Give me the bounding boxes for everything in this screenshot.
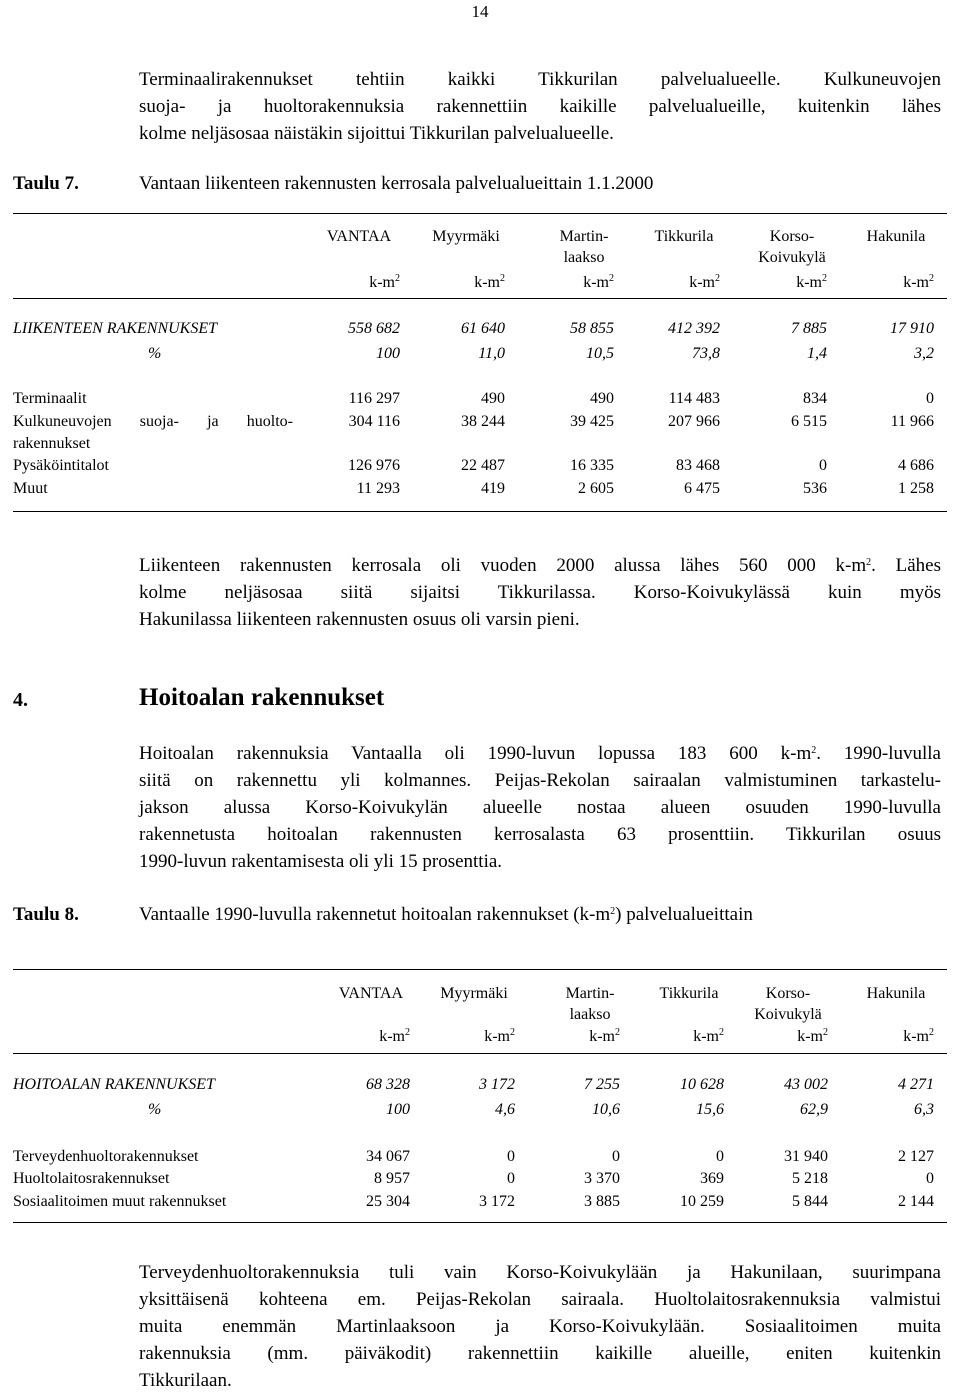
cell: 6 515: [791, 413, 827, 430]
table8-pct-label: %: [148, 1101, 162, 1118]
unit-label: $k-m^2$: [484, 1027, 515, 1045]
cell: 126 976: [348, 457, 400, 474]
col-header-martinlaakso: Martin- laakso: [565, 985, 615, 1023]
cell: 34 067: [366, 1148, 410, 1165]
paragraph-line: 1990-luvun rakentamisesta oli yli 15 prosenttia.: [139, 851, 503, 872]
cell: 834: [803, 390, 827, 407]
table8-pct-value: 6,3: [914, 1101, 934, 1118]
row-label-continued: rakennukset: [13, 435, 91, 452]
row-label: Huoltolaitosrakennukset: [13, 1170, 170, 1187]
unit-label: $k-m^2$: [796, 273, 827, 291]
table8-pct-value: 62,9: [800, 1101, 828, 1118]
table8-pct-value: 4,6: [495, 1101, 515, 1118]
paragraph-line: jakson alussa Korso-Koivukylän alueelle nostaa alueen osuuden 1990-luvulla: [139, 797, 941, 818]
table7-pct-value: 3,2: [914, 345, 934, 362]
cell: 31 940: [784, 1148, 828, 1165]
table7-total-label: LIIKENTEEN RAKENNUKSET: [13, 320, 218, 337]
cell: 207 966: [668, 413, 720, 430]
col-header-korso-koivukyla: Korso- Koivukylä: [758, 228, 826, 266]
unit-label: $k-m^2$: [903, 273, 934, 291]
cell: 2 144: [898, 1193, 934, 1210]
cell: 304 116: [348, 413, 400, 430]
cell: 0: [507, 1148, 515, 1165]
unit-label: $k-m^2$: [474, 273, 505, 291]
cell: 11 293: [356, 480, 400, 497]
table8-total-value: 3 172: [479, 1076, 515, 1093]
cell: 369: [700, 1170, 724, 1187]
row-label: Pysäköintitalot: [13, 457, 109, 474]
paragraph-line: muita enemmän Martinlaaksoon ja Korso-Koivukylään. Sosiaalitoimen muita: [139, 1316, 941, 1337]
table8-pct-value: 100: [386, 1101, 410, 1118]
table7-bottom-rule: [13, 511, 947, 512]
row-label: Kulkuneuvojen suoja- ja huolto-: [13, 413, 293, 430]
cell: 490: [590, 390, 614, 407]
paragraph-line: Liikenteen rakennusten kerrosala oli vuoden 2000 alussa lähes 560 000 $k-m^2$. Lähes: [139, 555, 941, 576]
paragraph-line: yksittäisenä kohteena em. Peijas-Rekolan sairaala. Huoltolaitosrakennuksia valmistui: [139, 1289, 941, 1310]
paragraph-line: Hoitoalan rakennuksia Vantaalla oli 1990-luvun lopussa 183 600 $k-m^2$. 1990-luvulla: [139, 743, 941, 764]
cell: 1 258: [898, 480, 934, 497]
table7-total-value: 17 910: [890, 320, 934, 337]
table8-total-value: 10 628: [680, 1076, 724, 1093]
cell: 4 686: [898, 457, 934, 474]
table7-label: Taulu 7.: [13, 173, 79, 194]
table8-total-value: 7 255: [584, 1076, 620, 1093]
unit-label: $k-m^2$: [693, 1027, 724, 1045]
col-header-korso-koivukyla: Korso- Koivukylä: [754, 985, 822, 1023]
table7-total-value: 7 885: [791, 320, 827, 337]
table7-pct-value: 11,0: [478, 345, 505, 362]
unit-label: $k-m^2$: [689, 273, 720, 291]
cell: 0: [926, 390, 934, 407]
unit-label: $k-m^2$: [903, 1027, 934, 1045]
table7-top-rule: [13, 213, 947, 214]
table7-pct-value: 10,5: [586, 345, 614, 362]
cell: 0: [926, 1170, 934, 1187]
traffic-summary-paragraph: [139, 552, 941, 633]
cell: 536: [803, 480, 827, 497]
row-label: Muut: [13, 480, 48, 497]
col-header-tikkurila: Tikkurila: [659, 985, 719, 1002]
cell: 83 468: [676, 457, 720, 474]
col-header-hakunila: Hakunila: [866, 985, 926, 1002]
table8-header-rule: [13, 1053, 947, 1054]
table7-total-value: 58 855: [570, 320, 614, 337]
row-label: Terveydenhuoltorakennukset: [13, 1148, 199, 1165]
paragraph-line: Terveydenhuoltorakennuksia tuli vain Korso-Koivukylään ja Hakunilaan, suurimpana: [139, 1262, 941, 1283]
table8-pct-value: 10,6: [592, 1101, 620, 1118]
section-title: Hoitoalan rakennukset: [139, 684, 385, 711]
cell: 0: [819, 457, 827, 474]
table7-pct-value: 73,8: [692, 345, 720, 362]
col-header-myyrmaki: Myyrmäki: [432, 228, 500, 245]
paragraph-line: kolme neljäsosaa siitä sijaitsi Tikkurilassa. Korso-Koivukylässä kuin myös: [139, 582, 941, 603]
cell: 0: [716, 1148, 724, 1165]
intro-line: kolme neljäsosaa näistäkin sijoittui Tikkurilan palvelualueelle.: [139, 123, 614, 144]
table8-total-value: 68 328: [366, 1076, 410, 1093]
cell: 5 218: [792, 1170, 828, 1187]
paragraph-line: rakennetusta hoitoalan rakennusten kerrosalasta 63 prosenttiin. Tikkurilan osuus: [139, 824, 941, 845]
unit-label: $k-m^2$: [583, 273, 614, 291]
table7-header-rule: [13, 298, 947, 299]
table8-label: Taulu 8.: [13, 904, 79, 925]
table8-total-value: 4 271: [898, 1076, 934, 1093]
table7-total-value: 412 392: [668, 320, 720, 337]
cell: 38 244: [461, 413, 505, 430]
unit-label: $k-m^2$: [369, 273, 400, 291]
cell: 6 475: [684, 480, 720, 497]
table7-total-value: 558 682: [348, 320, 400, 337]
col-header-myyrmaki: Myyrmäki: [440, 985, 508, 1002]
table8-title: Vantaalle 1990-luvulla rakennetut hoitoalan rakennukset $(k-m^2)$ palvelualueittain: [139, 904, 753, 925]
table8-total-value: 43 002: [784, 1076, 828, 1093]
unit-label: $k-m^2$: [589, 1027, 620, 1045]
cell: 3 370: [584, 1170, 620, 1187]
cell: 114 483: [668, 390, 720, 407]
cell: 39 425: [570, 413, 614, 430]
cell: 419: [481, 480, 505, 497]
cell: 10 259: [680, 1193, 724, 1210]
cell: 22 487: [461, 457, 505, 474]
care-summary-paragraph: [139, 1259, 941, 1394]
col-header-tikkurila: Tikkurila: [654, 228, 714, 245]
table7-pct-label: %: [148, 345, 162, 362]
cell: 3 172: [479, 1193, 515, 1210]
section-number: 4.: [13, 689, 28, 711]
cell: 2 605: [578, 480, 614, 497]
cell: 16 335: [570, 457, 614, 474]
cell: 8 957: [374, 1170, 410, 1187]
table8-pct-value: 15,6: [696, 1101, 724, 1118]
intro-line: suoja- ja huoltorakennuksia rakennettiin kaikille palvelualueille, kuitenkin lähes: [139, 96, 941, 117]
col-header-hakunila: Hakunila: [866, 228, 926, 245]
table7-title: Vantaan liikenteen rakennusten kerrosala palvelualueittain 1.1.2000: [139, 173, 654, 194]
col-header-vantaa: VANTAA: [338, 985, 404, 1002]
table8-bottom-rule: [13, 1222, 947, 1223]
cell: 2 127: [898, 1148, 934, 1165]
cell: 11 966: [890, 413, 934, 430]
cell: 25 304: [366, 1193, 410, 1210]
row-label: Sosiaalitoimen muut rakennukset: [13, 1193, 227, 1210]
cell: 0: [612, 1148, 620, 1165]
col-header-vantaa: VANTAA: [326, 228, 392, 245]
intro-paragraph: [139, 66, 941, 147]
table8-top-rule: [13, 969, 947, 970]
paragraph-line: Hakunilassa liikenteen rakennusten osuus oli varsin pieni.: [139, 609, 580, 630]
table8-total-label: HOITOALAN RAKENNUKSET: [13, 1076, 215, 1093]
paragraph-line: Tikkurilaan.: [139, 1370, 232, 1391]
row-label: Terminaalit: [13, 390, 87, 407]
col-header-martinlaakso: Martin- laakso: [559, 228, 609, 266]
cell: 490: [481, 390, 505, 407]
cell: 0: [507, 1170, 515, 1187]
unit-label: $k-m^2$: [379, 1027, 410, 1045]
cell: 116 297: [348, 390, 400, 407]
table7-pct-value: 100: [376, 345, 400, 362]
paragraph-line: rakennuksia (mm. päiväkodit) rakennettiin kaikille alueille, eniten kuitenkin: [139, 1343, 941, 1364]
intro-line: Terminaalirakennukset tehtiin kaikki Tikkurilan palvelualueelle. Kulkuneuvojen: [139, 69, 941, 90]
paragraph-line: siitä on rakennettu yli kolmannes. Peijas-Rekolan sairaalan valmistuminen tarkastelu-: [139, 770, 941, 791]
table7-pct-value: 1,4: [807, 345, 827, 362]
page-number: 14: [471, 2, 489, 21]
cell: 5 844: [792, 1193, 828, 1210]
unit-label: $k-m^2$: [797, 1027, 828, 1045]
cell: 3 885: [584, 1193, 620, 1210]
table7-total-value: 61 640: [461, 320, 505, 337]
care-buildings-paragraph: [139, 740, 941, 875]
